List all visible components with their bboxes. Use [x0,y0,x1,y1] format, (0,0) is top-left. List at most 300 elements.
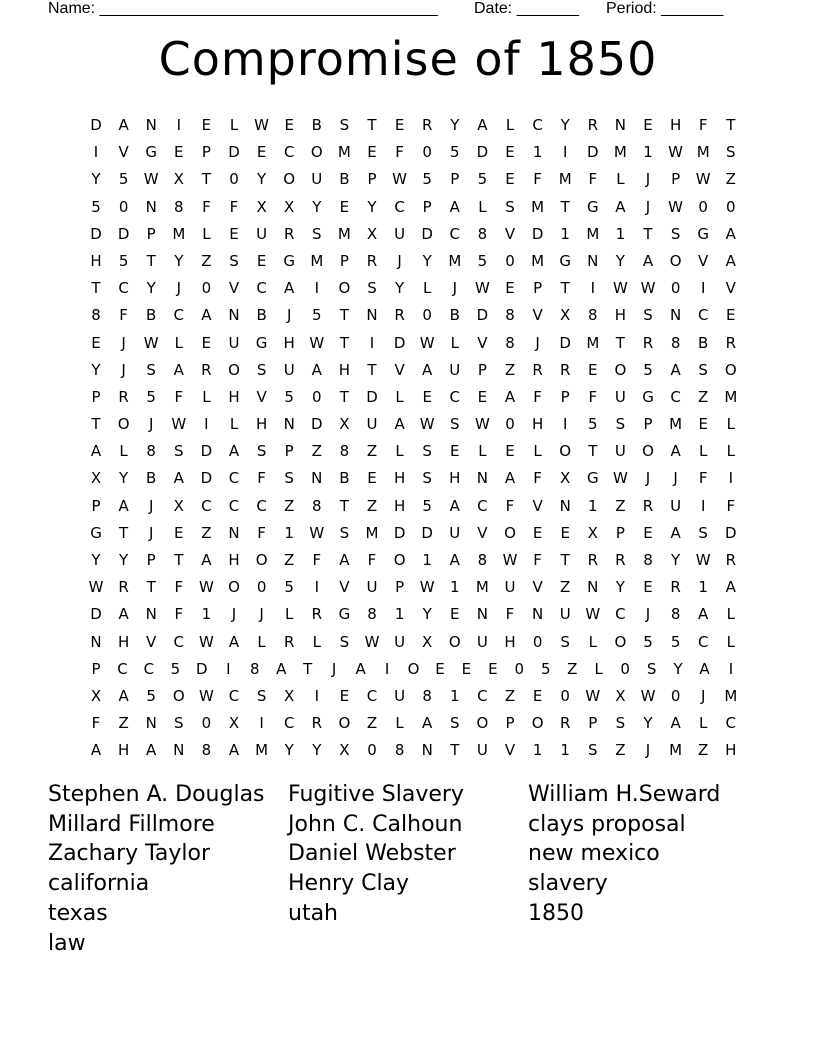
grid-letter: W [640,686,656,705]
grid-letter: U [256,224,268,243]
grid-letter: C [670,387,681,406]
grid-letter: S [422,442,432,461]
grid-letter: W [171,415,187,434]
grid-letter: N [531,605,544,624]
grid-letter: W [392,170,408,189]
grid-letter: Y [91,360,101,379]
grid-letter: 0 [514,659,525,678]
grid-letter: J [645,741,651,760]
grid-letter: Y [367,197,377,216]
grid-letter: A [173,360,184,379]
grid-letter: 1 [284,523,294,542]
grid-letter: G [255,333,268,352]
grid-letter: E [532,686,543,705]
grid-letter: C [256,496,267,515]
grid-letter: Z [366,442,378,461]
grid-letter: W [502,551,518,569]
grid-letter: R [421,116,433,134]
grid-letter: J [452,279,458,298]
grid-letter: R [642,496,654,515]
grid-letter: H [228,551,240,569]
grid-letter: S [146,360,156,379]
grid-letter: S [339,632,350,651]
grid-letter: 1 [201,605,212,624]
grid-letter: L [533,442,542,461]
grid-letter: P [284,442,294,461]
grid-letter: X [256,197,267,216]
grid-letter: 0 [256,578,267,597]
grid-letter: E [435,659,445,678]
grid-letter: D [476,306,489,325]
grid-letter: D [725,523,737,542]
grid-letter: U [614,442,626,461]
grid-letter: 5 [312,306,322,325]
grid-letter: C [173,306,185,325]
grid-letter: A [449,496,460,515]
word-bank-item: William H.Seward [528,782,721,807]
grid-letter: 8 [91,306,101,325]
grid-letter: 8 [505,306,515,325]
grid-letter: M [255,741,269,760]
grid-letter: O [614,360,627,379]
grid-letter: A [118,686,129,705]
grid-letter: N [366,306,378,325]
word-bank-item: Millard Fillmore [48,811,215,837]
grid-letter: X [90,686,102,705]
grid-letter: P [588,714,598,733]
grid-letter: D [476,143,489,162]
grid-letter: 1 [450,578,460,597]
grid-letter: N [476,605,488,624]
grid-letter: H [531,415,544,434]
grid-letter: I [314,686,320,705]
grid-letter: S [450,415,460,434]
grid-letter: U [449,523,461,542]
grid-letter: O [310,143,323,162]
grid-letter: F [726,496,736,515]
grid-letter: O [531,714,544,733]
grid-letter: S [615,714,626,733]
grid-letter: L [423,279,432,298]
grid-letter: M [586,224,600,243]
grid-letter: L [229,415,239,434]
grid-letter: D [90,605,102,624]
grid-letter: E [339,197,350,216]
grid-letter: O [724,360,737,379]
grid-letter: Z [284,551,295,569]
word-bank-item: Fugitive Slavery [288,782,464,807]
grid-letter: M [337,143,351,162]
grid-letter: A [725,224,736,243]
grid-letter: 5 [643,360,653,379]
grid-letter: A [477,116,488,134]
grid-letter: S [339,523,350,542]
grid-letter: U [559,605,571,624]
grid-letter: 8 [670,333,681,352]
grid-letter: J [700,686,706,705]
grid-letter: 5 [170,659,181,678]
grid-letter: 8 [201,741,212,760]
grid-letter: 8 [422,686,432,705]
grid-letter: F [533,170,542,189]
grid-letter: T [91,279,101,298]
grid-letter: H [614,306,627,325]
grid-letter: F [202,197,211,216]
grid-letter: L [699,442,708,461]
grid-letter: Y [422,251,432,270]
grid-letter: W [88,578,104,597]
grid-letter: 8 [505,333,515,352]
grid-letter: M [475,578,489,597]
grid-letter: A [615,197,626,216]
grid-letter: L [202,387,211,406]
grid-letter: V [146,632,157,651]
grid-letter: F [533,387,542,406]
grid-letter: P [533,279,543,298]
grid-letter: W [668,143,684,162]
grid-letter: I [562,415,568,434]
grid-letter: A [699,659,710,678]
grid-letter: A [118,605,129,624]
grid-letter: I [259,714,264,733]
grid-letter: E [284,116,294,134]
grid-letter: N [669,306,682,325]
grid-letter: X [173,170,184,189]
grid-letter: L [505,116,515,134]
grid-letter: G [559,251,571,270]
grid-letter: 5 [118,251,129,270]
grid-letter: 0 [422,306,432,325]
grid-letter: D [117,224,130,243]
grid-letter: C [725,714,737,733]
period-field-label[interactable]: Period: _______ [606,0,724,17]
grid-letter: U [228,333,240,352]
grid-letter: T [643,224,653,243]
grid-letter: T [560,551,570,569]
grid-letter: T [119,523,129,542]
grid-letter: J [148,415,154,434]
grid-letter: P [146,551,156,569]
grid-letter: 5 [146,686,156,705]
grid-letter: A [725,578,736,597]
grid-letter: I [226,659,231,678]
grid-letter: E [174,143,184,162]
grid-letter: B [311,116,322,134]
grid-letter: F [533,469,542,488]
grid-letter: M [448,251,462,270]
grid-letter: E [488,659,498,678]
grid-letter: I [93,143,99,162]
grid-letter: Z [567,659,578,678]
grid-letter: W [695,551,711,569]
grid-letter: G [90,523,102,542]
grid-letter: W [585,605,601,624]
grid-letter: R [725,333,737,352]
grid-letter: 5 [146,387,156,406]
grid-letter: A [201,551,212,569]
grid-letter: M [669,415,683,434]
grid-letter: N [311,469,323,488]
grid-letter: M [531,251,545,270]
grid-letter: U [394,224,406,243]
grid-letter: E [505,442,515,461]
grid-letter: R [670,578,681,597]
grid-letter: P [505,714,515,733]
grid-letter: R [587,116,599,134]
grid-letter: T [201,170,211,189]
grid-letter: 1 [450,686,460,705]
grid-letter: F [588,387,598,406]
grid-letter: J [645,197,651,216]
grid-letter: Y [643,714,653,733]
grid-letter: F [119,306,128,325]
grid-letter: E [201,333,212,352]
grid-letter: F [505,496,515,515]
grid-letter: F [257,469,266,488]
grid-letter: I [369,333,375,352]
grid-letter: Y [450,116,460,134]
grid-letter: P [146,224,156,243]
grid-letter: U [366,415,378,434]
grid-letter: 1 [643,143,653,162]
grid-letter: R [118,387,129,406]
grid-letter: S [229,251,239,270]
grid-letter: Z [504,686,516,705]
grid-letter: C [143,659,155,678]
grid-letter: 0 [670,279,681,298]
grid-letter: P [671,170,681,189]
grid-letter: W [198,578,214,597]
grid-letter: C [449,387,461,406]
grid-letter: X [560,306,571,325]
grid-letter: X [228,714,240,733]
grid-letter: O [228,578,240,597]
grid-letter: L [395,442,404,461]
grid-letter: Y [615,251,625,270]
grid-letter: T [339,306,349,325]
grid-letter: L [588,632,597,651]
grid-letter: 5 [477,251,488,270]
grid-letter: M [586,333,600,352]
grid-letter: F [505,605,515,624]
grid-letter: E [367,143,377,162]
grid-letter: T [450,741,460,760]
grid-letter: 5 [643,632,653,651]
grid-letter: L [726,442,735,461]
grid-letter: O [669,251,682,270]
grid-letter: 0 [229,170,239,189]
grid-letter: H [283,333,295,352]
grid-letter: A [276,659,287,678]
grid-letter: P [91,387,101,406]
grid-letter: N [614,116,626,134]
grid-letter: Y [673,659,683,678]
grid-letter: S [670,224,681,243]
grid-letter: S [174,442,184,461]
grid-letter: T [174,551,184,569]
grid-letter: Z [615,741,626,760]
grid-letter: V [256,387,267,406]
grid-letter: B [146,306,157,325]
grid-letter: T [339,387,349,406]
grid-letter: R [559,714,571,733]
grid-letter: V [339,578,350,597]
grid-letter: S [256,686,267,705]
grid-letter: Y [312,197,322,216]
grid-letter: R [283,632,295,651]
grid-letter: E [532,523,543,542]
word-bank-item: 1850 [528,900,584,926]
grid-letter: L [285,605,294,624]
grid-letter: L [119,442,128,461]
grid-letter: L [257,632,266,651]
grid-letter: S [367,279,377,298]
grid-letter: O [614,632,627,651]
grid-letter: T [146,251,156,270]
grid-letter: S [615,415,626,434]
grid-letter: H [393,469,406,488]
grid-letter: 8 [394,741,405,760]
grid-letter: A [504,387,516,406]
grid-letter: E [698,415,708,434]
grid-letter: U [366,578,378,597]
grid-letter: E [339,686,350,705]
grid-letter: U [476,632,488,651]
grid-letter: N [145,116,157,134]
grid-letter: F [174,578,184,597]
grid-letter: Z [366,714,378,733]
grid-letter: H [449,469,461,488]
grid-letter: C [283,143,295,162]
grid-letter: A [449,197,460,216]
grid-letter: I [590,279,596,298]
grid-letter: I [728,469,734,488]
grid-letter: R [283,224,295,243]
grid-letter: A [90,741,102,760]
grid-letter: J [645,605,651,624]
grid-letter: Z [201,251,212,270]
grid-letter: 0 [201,714,212,733]
grid-letter: X [366,224,378,243]
grid-letter: T [339,333,349,352]
grid-letter: I [728,659,734,678]
grid-letter: V [725,279,736,298]
grid-letter: S [698,523,708,542]
grid-letter: X [587,523,598,542]
grid-letter: N [228,306,240,325]
grid-letter: J [231,605,237,624]
grid-letter: W [695,170,711,189]
grid-letter: J [148,523,154,542]
grid-letter: V [477,333,488,352]
word-bank-item: Daniel Webster [288,841,456,867]
grid-letter: D [200,469,213,488]
grid-letter: 0 [505,415,515,434]
grid-letter: C [228,496,240,515]
grid-letter: A [422,714,433,733]
grid-letter: U [311,170,323,189]
grid-letter: F [588,170,598,189]
grid-letter: W [143,170,159,189]
grid-letter: D [393,523,406,542]
grid-letter: 1 [422,551,432,569]
grid-letter: L [312,632,321,651]
grid-letter: I [700,496,706,515]
grid-letter: C [697,306,709,325]
grid-letter: U [394,632,406,651]
word-bank-item: Zachary Taylor [48,841,211,867]
grid-letter: X [422,632,433,651]
grid-letter: R [559,360,571,379]
grid-letter: D [393,333,406,352]
grid-letter: H [117,741,130,760]
grid-letter: Y [312,741,322,760]
grid-letter: B [339,469,350,488]
grid-letter: A [422,360,433,379]
grid-letter: S [174,714,184,733]
grid-letter: N [145,605,157,624]
grid-letter: H [669,116,682,134]
grid-letter: W [640,279,656,298]
grid-letter: T [588,442,598,461]
grid-letter: E [477,387,488,406]
grid-letter: L [395,714,404,733]
grid-letter: J [331,659,337,678]
date-field-label[interactable]: Date: _______ [474,0,579,17]
grid-letter: X [284,197,295,216]
grid-letter: Y [284,741,294,760]
grid-letter: V [504,741,516,760]
grid-letter: H [228,387,240,406]
grid-letter: G [586,197,599,216]
grid-letter: P [201,143,211,162]
grid-letter: S [422,469,432,488]
grid-letter: R [311,605,323,624]
grid-letter: W [198,632,214,651]
grid-letter: O [283,170,296,189]
grid-letter: I [314,578,320,597]
grid-letter: 5 [477,170,488,189]
grid-letter: U [283,360,295,379]
grid-letter: C [615,605,626,624]
grid-letter: O [338,279,351,298]
grid-letter: A [725,251,736,270]
grid-letter: E [505,170,515,189]
grid-letter: Y [560,116,570,134]
grid-letter: D [421,523,433,542]
grid-letter: U [670,496,682,515]
grid-letter: M [310,251,324,270]
grid-letter: 0 [505,251,515,270]
grid-letter: 1 [615,224,626,243]
grid-letter: Z [560,578,571,597]
grid-letter: 1 [588,496,598,515]
grid-letter: D [559,333,571,352]
name-field-label[interactable]: Name: ______________________________________ [48,0,438,17]
grid-letter: D [90,224,102,243]
grid-letter: U [449,360,461,379]
grid-letter: S [588,741,598,760]
grid-letter: W [419,578,435,597]
grid-letter: W [668,197,684,216]
grid-letter: 8 [367,605,377,624]
grid-letter: A [173,469,184,488]
grid-letter: E [588,360,598,379]
grid-letter: I [204,415,209,434]
grid-letter: 1 [698,578,708,597]
grid-letter: S [560,632,570,651]
grid-letter: Z [284,496,295,515]
